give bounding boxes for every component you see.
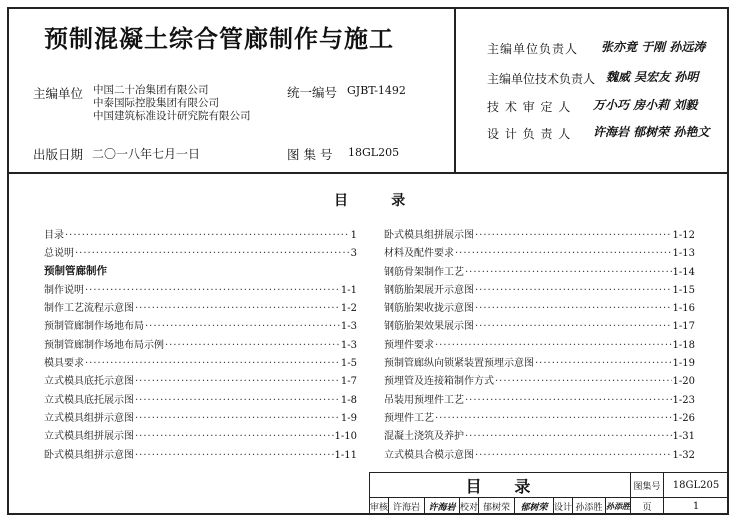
toc-entry-label: 钢筋胎架展开示意图 [384,284,474,296]
toc-entry-label: 预埋件要求 [384,339,434,351]
title-block [369,472,729,515]
toc-leader-dots [85,358,340,369]
toc-entry-label: 钢筋骨架制作工艺 [384,266,464,278]
date-label: 出版日期 [33,147,84,162]
toc-entry[interactable] [384,409,695,427]
toc-entry-label: 预制管廊纵向锁紧装置预埋示意图 [384,358,534,370]
toc-entry-page: 1-16 [672,303,695,315]
toc-entry-label: 钢筋胎架效果展示图 [384,321,474,333]
atlas-number-value: 18GL205 [348,146,400,159]
toc-entry[interactable] [384,281,695,299]
toc-leader-dots [475,450,672,461]
code-value: GJBT-1492 [347,84,406,97]
check-label: 校对 [459,497,479,515]
signature-tech: 魏威 吴宏友 孙明 [606,70,699,84]
toc-entry[interactable] [384,391,695,409]
review-name: 许海岩 [388,497,425,515]
toc-leader-dots [85,285,340,296]
toc-entry-page: 1-14 [672,266,695,278]
toc-entry-label: 卧式模具组拼示意图 [44,449,134,461]
responsible-label-tech: 主编单位技术负责人 [487,72,596,86]
toc-entry[interactable] [44,226,357,244]
toc-entry-label: 材料及配件要求 [384,248,454,260]
toc-leader-dots [135,395,340,406]
toc-entry-label: 目录 [44,230,64,241]
toc-entry[interactable] [44,317,357,335]
editor-unit-2: 中泰国际控股集团有限公司 [93,97,219,109]
toc-entry-label: 钢筋胎架收拢示意图 [384,303,474,315]
toc-entry-label: 总说明 [44,248,74,260]
toc-entry-page: 1-31 [672,431,695,443]
toc-entry-page: 1-19 [672,358,695,370]
toc-leader-dots [135,450,334,461]
toc-entry-page: 1 [350,230,357,241]
signature-chief: 张亦竟 于刚 孙远涛 [601,40,706,54]
design-label: 设计 [553,497,573,515]
header-bottom-line [7,172,729,174]
review-label: 审核 [369,497,389,515]
toc-entry-page: 1-1 [340,284,357,296]
toc-leader-dots [135,431,334,442]
toc-entry[interactable] [44,244,357,262]
toc-entry-page: 1-8 [340,394,357,406]
toc-entry[interactable] [384,299,695,317]
toc-right-column [384,226,695,464]
toc-entry-page: 1-3 [340,339,357,351]
toc-entry-page: 1-20 [672,376,695,388]
toc-entry[interactable] [384,226,695,244]
responsible-label-chief: 主编单位负责人 [487,42,579,56]
toc-leader-dots [455,248,672,259]
toc-entry[interactable] [44,281,357,299]
design-name: 孙添胜 [572,497,606,515]
design-signature: 孙添胜 [605,497,631,515]
toc-entry[interactable] [44,372,357,390]
toc-entry[interactable] [44,391,357,409]
toc-leader-dots [495,376,672,387]
toc-entry-page: 3 [350,248,357,260]
responsible-label-review: 技 术 审 定 人 [487,100,572,114]
toc-entry[interactable] [44,299,357,317]
toc-leader-dots [435,340,672,351]
toc-entry-label: 立式模具底托示意图 [44,376,134,388]
toc-entry-page: 1-11 [334,449,357,461]
toc-entry[interactable] [44,336,357,354]
toc-entry[interactable] [384,354,695,372]
toc-entry-page: 1-5 [340,358,357,370]
toc-entry-label: 制作说明 [44,284,84,296]
toc-entry-label: 预埋管及连接箱制作方式 [384,376,494,388]
toc-leader-dots [535,358,672,369]
toc-entry-label: 卧式模具组拼展示图 [384,230,474,241]
toc-entry-page: 1-12 [672,230,695,241]
toc-leader-dots [135,303,340,314]
toc-entry-label: 模具要求 [44,358,84,370]
toc-entry[interactable] [384,244,695,262]
toc-entry-label: 混凝土浇筑及养护 [384,431,464,443]
toc-entry-label: 预制管廊制作 [44,264,107,277]
toc-entry-page: 1-18 [672,339,695,351]
toc-entry-page: 1-32 [672,449,695,461]
toc-entry[interactable] [384,336,695,354]
toc-entry[interactable] [384,317,695,335]
toc-entry-page: 1-26 [672,412,695,424]
toc-leader-dots [135,376,340,387]
title-block-name: 目 录 [369,472,631,498]
toc-entry-label: 制作工艺流程示意图 [44,303,134,315]
title-block-atlas-value: 18GL205 [663,472,729,498]
toc-entry-page: 1-17 [672,321,695,333]
toc-entry[interactable] [384,427,695,445]
page-value: 1 [663,497,729,515]
toc-entry-page: 1-15 [672,284,695,296]
toc-entry[interactable] [44,446,357,464]
toc-entry-label: 吊装用预埋件工艺 [384,394,464,406]
editor-unit-1: 中国二十冶集团有限公司 [93,84,209,96]
toc-leader-dots [475,303,672,314]
toc-entry-page: 1-7 [340,376,357,388]
toc-leader-dots [465,395,672,406]
title-block-atlas-label: 图集号 [630,472,664,498]
toc-entry-label: 立式模具组拼示意图 [44,412,134,424]
toc-entry-label: 立式模具组拼展示图 [44,431,134,443]
editor-unit-3: 中国建筑标准设计研究院有限公司 [93,110,251,122]
toc-entry-page: 1-2 [340,303,357,315]
toc-entry[interactable] [44,427,357,445]
toc-leader-dots [145,321,340,332]
review-signature: 许海岩 [424,497,460,515]
toc-entry-page: 1-3 [340,321,357,333]
toc-heading: 目 录 [334,193,408,209]
toc-entry-label: 预制管廊制作场地布局示例 [44,339,164,351]
toc-entry-label: 立式模具合模示意图 [384,449,474,461]
toc-entry-label: 预埋件工艺 [384,412,434,424]
toc-leader-dots [475,230,672,241]
toc-leader-dots [475,321,672,332]
responsible-label-design: 设 计 负 责 人 [487,127,572,141]
toc-leader-dots [475,285,672,296]
toc-leader-dots [165,340,340,351]
toc-entry-page: 1-23 [672,394,695,406]
toc-leader-dots [75,248,350,259]
toc-leader-dots [135,413,340,424]
toc-entry-page: 1-10 [334,431,357,443]
editor-unit-label: 主编单位 [33,86,84,101]
toc-entry[interactable] [384,263,695,281]
toc-leader-dots [65,230,350,241]
toc-entry[interactable] [384,446,695,464]
check-name: 郁树荣 [478,497,515,515]
atlas-number-label: 图 集 号 [287,147,333,162]
signature-review: 万小巧 房小莉 刘毅 [593,98,698,112]
toc-section-heading [44,263,357,281]
page-label: 页 [630,497,664,515]
toc-entry-page: 1-13 [672,248,695,260]
toc-entry-label: 预制管廊制作场地布局 [44,321,144,333]
signature-design: 许海岩 郁树荣 孙艳文 [593,125,710,139]
header-divider [454,7,456,173]
toc-entry[interactable] [384,372,695,390]
check-signature: 郁树荣 [514,497,554,515]
date-value: 二〇一八年七月一日 [92,147,201,161]
toc-leader-dots [465,431,672,442]
toc-entry[interactable] [44,354,357,372]
atlas-title: 预制混凝土综合管廊制作与施工 [44,25,394,53]
code-label: 统一编号 [287,85,338,100]
toc-entry[interactable] [44,409,357,427]
toc-entry-page: 1-9 [340,412,357,424]
toc-leader-dots [435,413,672,424]
toc-left-column [44,226,357,464]
toc-entry-label: 立式模具底托展示图 [44,394,134,406]
toc-leader-dots [465,267,672,278]
